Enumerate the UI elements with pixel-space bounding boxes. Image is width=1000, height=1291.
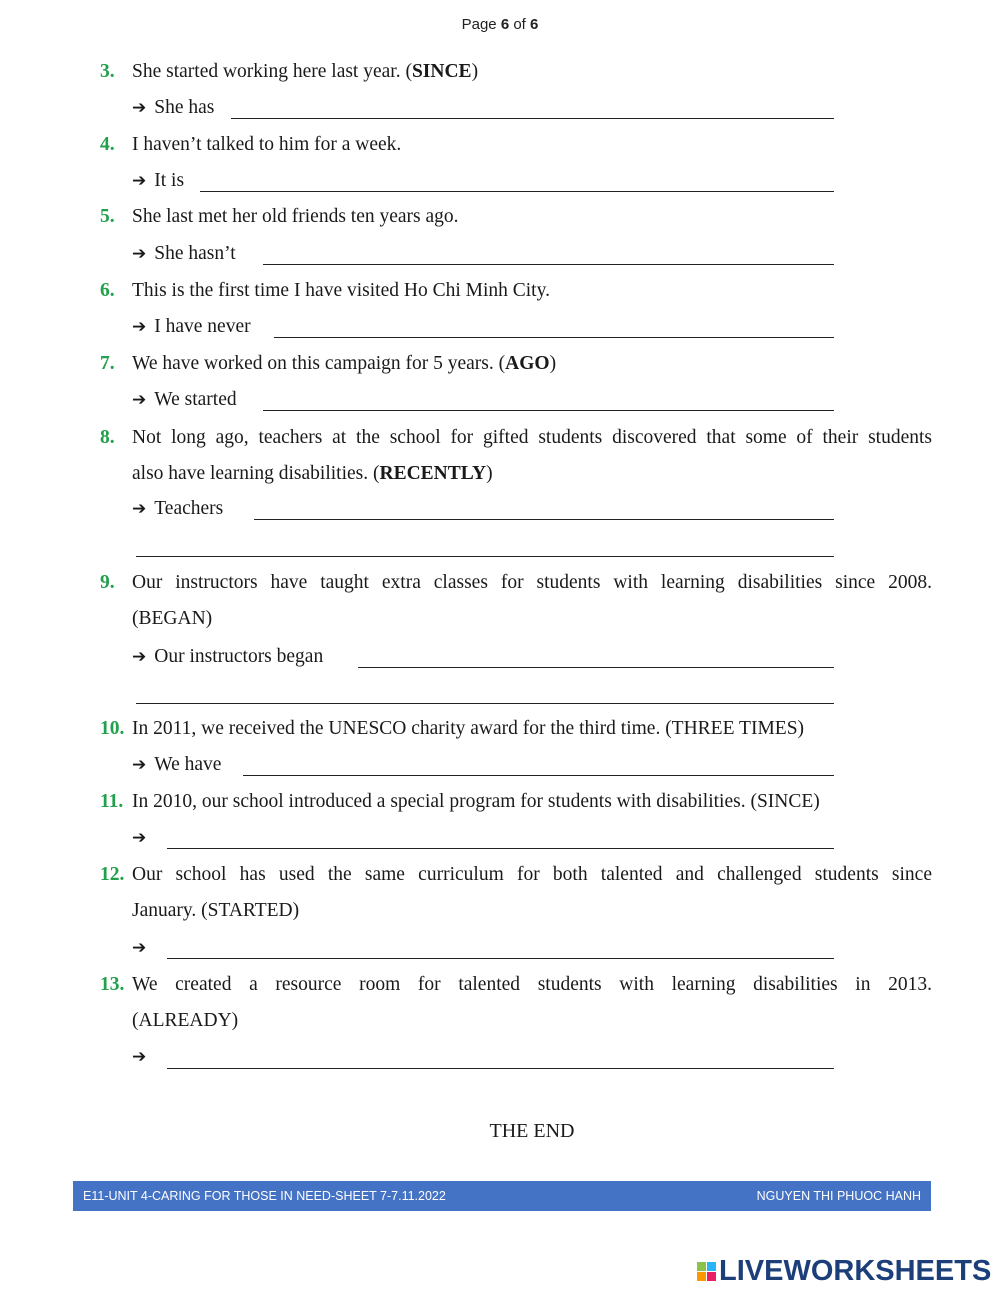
answer-8: ➔ Teachers: [132, 498, 224, 519]
arrow-icon: ➔: [132, 755, 147, 775]
answer-line-8b[interactable]: [136, 556, 834, 557]
answer-line-9a[interactable]: [358, 667, 834, 668]
answer-line-13[interactable]: [167, 1068, 834, 1069]
question-4: 4. I haven’t talked to him for a week.: [100, 134, 402, 155]
question-7: 7. We have worked on this campaign for 5 years. (AGO): [100, 353, 557, 374]
answer-10: ➔ We have: [132, 754, 222, 775]
arrow-icon: ➔: [132, 390, 147, 410]
question-5: 5. She last met her old friends ten years ago.: [100, 206, 459, 227]
arrow-icon: ➔: [132, 317, 147, 337]
answer-3: ➔ She has: [132, 97, 215, 118]
footer-right: NGUYEN THI PHUOC HANH: [756, 1189, 921, 1203]
answer-line-12[interactable]: [167, 958, 834, 959]
question-13: 13. We created a resource room for talented students with learning disabilities in 2013. (ALREADY): [100, 974, 932, 1031]
answer-line-6[interactable]: [274, 337, 834, 338]
answer-13: [132, 1045, 154, 1069]
answer-line-3[interactable]: [231, 118, 834, 119]
answer-4: ➔ It is: [132, 170, 185, 191]
arrow-icon: ➔: [132, 244, 147, 264]
liveworksheets-logo[interactable]: [697, 1254, 991, 1288]
arrow-icon: ➔: [132, 828, 147, 848]
question-11: 11. In 2010, our school introduced a special program for students with disabilities. (SINCE): [100, 791, 820, 812]
question-9: 9. Our instructors have taught extra classes for students with learning disabilities since 2008. (BEGAN): [100, 572, 932, 629]
answer-7: ➔ We started: [132, 389, 237, 410]
arrow-icon: ➔: [132, 1047, 147, 1067]
arrow-icon: ➔: [132, 499, 147, 519]
question-3: 3. She started working here last year. (SINCE): [100, 61, 479, 82]
arrow-icon: ➔: [132, 647, 147, 667]
arrow-icon: ➔: [132, 938, 147, 958]
the-end: THE END: [489, 1120, 575, 1142]
question-10: 10. In 2011, we received the UNESCO charity award for the third time. (THREE TIMES): [100, 718, 805, 739]
brand-name: LIVEWORKSHEETS: [719, 1254, 992, 1287]
question-6: 6. This is the first time I have visited Ho Chi Minh City.: [100, 280, 550, 301]
footer-left: E11-UNIT 4-CARING FOR THOSE IN NEED-SHEET 7-7.11.2022: [83, 1189, 446, 1203]
answer-line-9b[interactable]: [136, 703, 834, 704]
answer-line-4[interactable]: [200, 191, 834, 192]
answer-line-8a[interactable]: [254, 519, 834, 520]
arrow-icon: ➔: [132, 98, 147, 118]
answer-12: [132, 936, 154, 960]
answer-9: ➔ Our instructors began: [132, 646, 324, 667]
footer-bar: [73, 1181, 931, 1211]
question-8: 8. Not long ago, teachers at the school for gifted students discovered that some of their students also have learning disabilities. (RECENTLY): [100, 427, 932, 484]
answer-line-7[interactable]: [263, 410, 834, 411]
page-number: Page 6 of 6: [461, 16, 539, 33]
liveworksheets-logo-icon: [697, 1262, 716, 1281]
answer-6: ➔ I have never: [132, 316, 251, 337]
answer-line-11[interactable]: [167, 848, 834, 849]
answer-line-5[interactable]: [263, 264, 834, 265]
arrow-icon: ➔: [132, 171, 147, 191]
answer-5: ➔ She hasn’t: [132, 243, 236, 264]
answer-11: [132, 826, 154, 850]
question-12: 12. Our school has used the same curriculum for both talented and challenged students since January. (STARTED): [100, 864, 932, 921]
answer-line-10[interactable]: [243, 775, 834, 776]
